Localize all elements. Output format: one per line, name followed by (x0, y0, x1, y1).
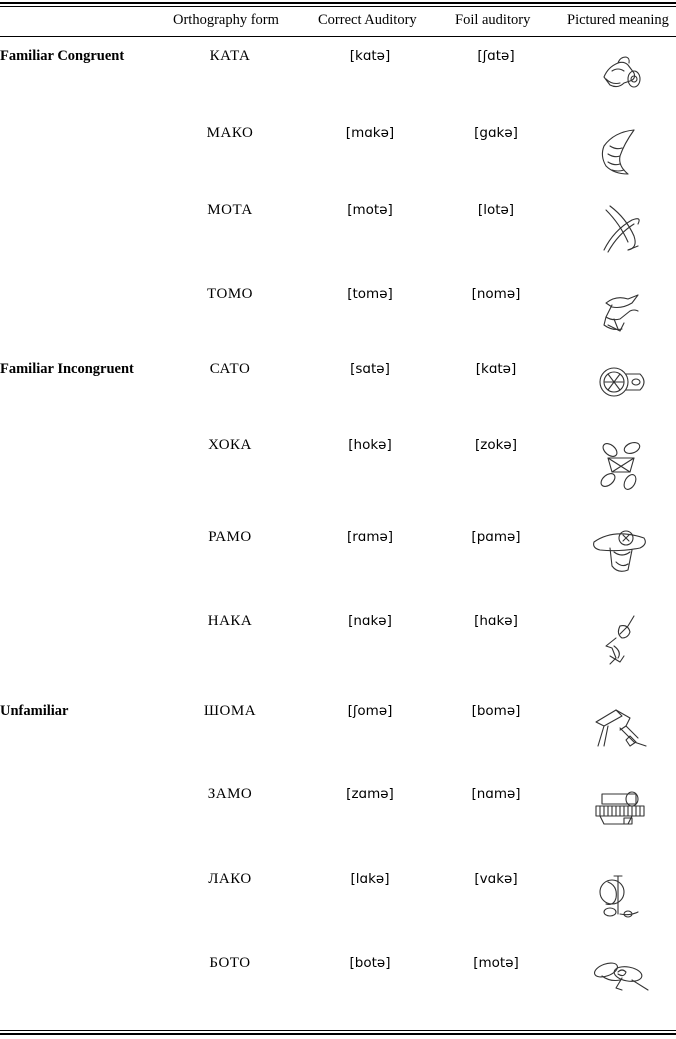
correct-auditory: [rɑmə] (346, 529, 394, 545)
novel-object-10-image (590, 780, 650, 838)
foil-auditory: [zokə] (474, 437, 518, 453)
correct-auditory: [sɑtə] (350, 361, 390, 377)
orthography-form: НАКА (207, 613, 253, 629)
orthography-form: КАТА (209, 48, 251, 64)
novel-object-7-image (590, 522, 650, 580)
orthography-form: ХОКА (208, 437, 252, 453)
group-label-familiar-incongruent: Familiar Incongruent (0, 361, 134, 377)
novel-object-6-image (590, 436, 650, 494)
correct-auditory: [ʃomə] (347, 703, 393, 719)
orthography-form: САТО (209, 361, 251, 377)
header-foil-auditory: Foil auditory (455, 12, 531, 28)
novel-object-4-image (590, 283, 650, 341)
foil-auditory: [nɑmə] (471, 786, 521, 802)
header-orthography: Orthography form (173, 12, 279, 28)
novel-object-11-image (590, 866, 650, 924)
correct-auditory: [hokə] (348, 437, 392, 453)
novel-object-5-image (590, 352, 650, 410)
top-rule-thin (0, 6, 676, 7)
orthography-form: БОТО (209, 955, 251, 971)
foil-auditory: [pɑmə] (471, 529, 521, 545)
correct-auditory: [kɑtə] (349, 48, 391, 64)
orthography-form: ШОМА (203, 703, 257, 719)
novel-object-8-image (590, 612, 650, 670)
foil-auditory: [hɑkə] (474, 613, 518, 629)
correct-auditory: [nɑkə] (348, 613, 392, 629)
foil-auditory: [bomə] (471, 703, 521, 719)
novel-object-3-image (590, 200, 650, 258)
foil-auditory: [lotə] (477, 202, 515, 218)
novel-object-9-image (590, 700, 650, 758)
correct-auditory: [zɑmə] (346, 786, 394, 802)
correct-auditory: [botə] (349, 955, 391, 971)
foil-auditory: [gɑkə] (474, 125, 518, 141)
foil-auditory: [ʃɑtə] (477, 48, 515, 64)
header-correct-auditory: Correct Auditory (318, 12, 417, 28)
foil-auditory: [nomə] (471, 286, 521, 302)
foil-auditory: [vɑkə] (474, 871, 518, 887)
group-label-familiar-congruent: Familiar Congruent (0, 48, 125, 64)
header-pictured-meaning: Pictured meaning (567, 12, 669, 28)
correct-auditory: [mɑkə] (345, 125, 395, 141)
correct-auditory: [lɑkə] (350, 871, 390, 887)
orthography-form: ТОМО (207, 286, 253, 302)
header-rule (0, 36, 676, 37)
foil-auditory: [kɑtə] (475, 361, 517, 377)
orthography-form: ЗАМО (207, 786, 253, 802)
orthography-form: МОТА (207, 202, 253, 218)
novel-object-12-image (590, 946, 650, 1004)
novel-object-1-image (590, 45, 650, 103)
orthography-form: МАКО (206, 125, 254, 141)
bottom-rule-thick (0, 1033, 676, 1035)
top-rule-thick (0, 2, 676, 4)
foil-auditory: [motə] (473, 955, 519, 971)
bottom-rule-thin (0, 1030, 676, 1031)
group-label-unfamiliar: Unfamiliar (0, 703, 69, 719)
correct-auditory: [tomə] (347, 286, 393, 302)
novel-object-2-image (590, 124, 650, 182)
correct-auditory: [motə] (347, 202, 393, 218)
orthography-form: ЛАКО (208, 871, 252, 887)
orthography-form: РАМО (208, 529, 252, 545)
